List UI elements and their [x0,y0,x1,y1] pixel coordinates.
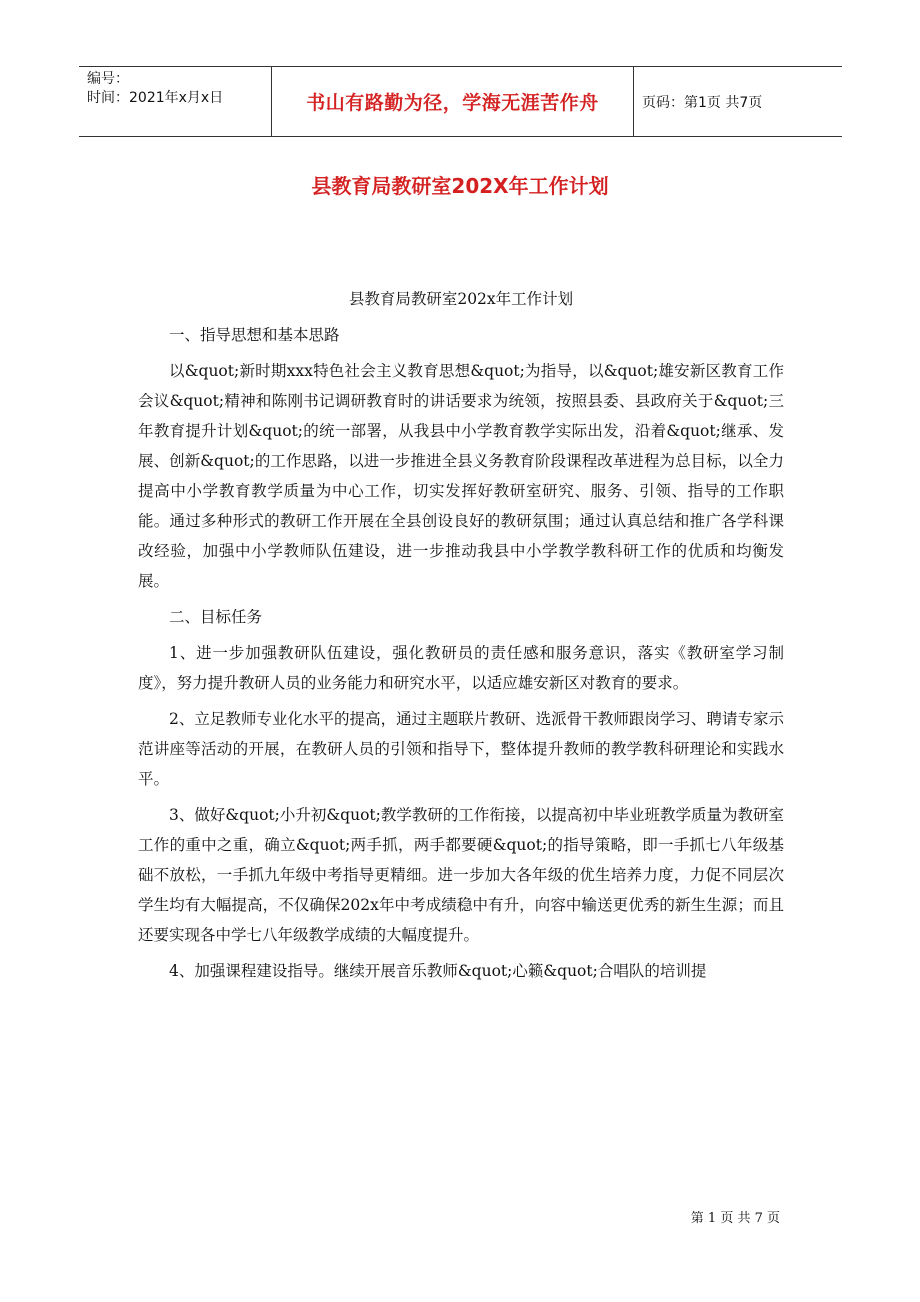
header-meta-cell [79,67,272,136]
date-label: 时间：2021年x月x日 [87,90,224,106]
task-item-3: 3、做好&quot;小升初&quot;教学教研的工作衔接，以提高初中毕业班教学质量为教研室工作的重中之重，确立&quot;两手抓，两手都要硬&quot;的指导策略，即一手抓七八年级基础不放松，一手抓九年级中考指导更精细。进一步加大各年级的优生培养力度，力促不同层次学生均有大幅提高，不仅确保202x年中考成绩稳中有升，向容中输送更优秀的新生生源；而且还要实现各中学七八年级教学成绩的大幅度提升。 [138,806,784,944]
number-label: 编号： [87,71,129,87]
section-1-paragraph: 以&quot;新时期xxx特色社会主义教育思想&quot;为指导，以&quot;雄安新区教育工作会议&quot;精神和陈刚书记调研教育时的讲话要求为统领，按照县委、县政府关于&quot;三年教育提升计划&quot;的统一部署，从我县中小学教育教学实际出发，沿着&quot;继承、发展、创新&quot;的工作思路，以进一步推进全县义务教育阶段课程改革进程为总目标，以全力提高中小学教育教学质量为中心工作，切实发挥好教研室研究、服务、引领、指导的工作职能。通过多种形式的教研工作开展在全县创设良好的教研氛围；通过认真总结和推广各学科课改经验，加强中小学教师队伍建设，进一步推动我县中小学教学教科研工作的优质和均衡发展。 [138,362,784,590]
document-subtitle: 县教育局教研室202x年工作计划 [348,290,574,308]
header-page-info: 页码：第1页 共7页 [642,94,763,111]
section-1-heading: 一、指导思想和基本思路 [169,326,340,344]
task-item-4: 4、加强课程建设指导。继续开展音乐教师&quot;心籁&quot;合唱队的培训提 [169,962,707,980]
task-item-2: 2、立足教师专业化水平的提高，通过主题联片教研、选派骨干教师跟岗学习、聘请专家示范讲座等活动的开展，在教研人员的引领和指导下，整体提升教师的教学教科研理论和实践水平。 [138,710,784,788]
section-2-heading: 二、目标任务 [169,608,263,626]
document-header [79,66,842,137]
document-title: 县教育局教研室202X年工作计划 [311,174,609,198]
header-motto: 书山有路勤为径，学海无涯苦作舟 [272,67,634,136]
document-body [138,284,784,992]
task-item-1: 1、进一步加强教研队伍建设，强化教研员的责任感和服务意识，落实《教研室学习制度》，努力提升教研人员的业务能力和研究水平，以适应雄安新区对教育的要求。 [138,644,784,692]
page-footer: 第 1 页 共 7 页 [690,1211,780,1226]
